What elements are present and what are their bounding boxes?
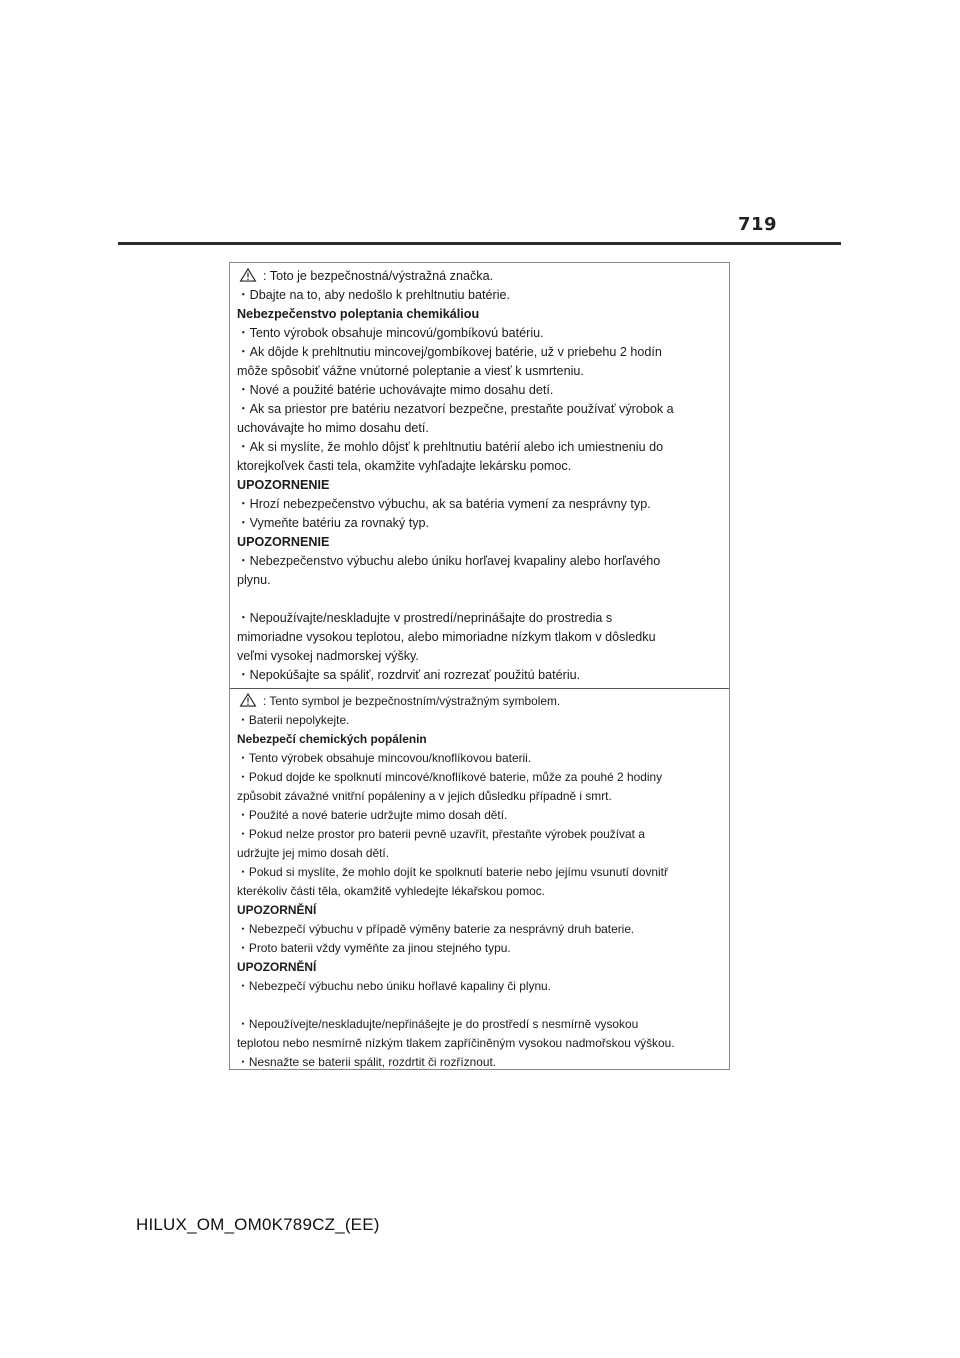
label-text-line: ・Pokud nelze prostor pro baterii pevně uzavřít, přestaňte výrobek používat a: [237, 827, 645, 841]
label-lines-slovak: [237, 286, 723, 685]
label-text-line: ・Nesnažte se baterii spálit, rozdrtit či rozříznout.: [237, 1055, 497, 1069]
label-heading: Nebezpečenstvo poleptania chemikáliou: [237, 307, 480, 321]
label-text-line: ・Pokud dojde ke spolknutí mincové/knoflíkové baterie, může za pouhé 2 hodiny: [237, 770, 663, 784]
warning-symbol-line: [237, 267, 723, 286]
header-rule: [118, 242, 841, 245]
label-text-line: ・Nebezpečí výbuchu nebo úniku hořlavé kapaliny či plynu.: [237, 979, 551, 993]
label-text-line: ・Proto baterii vždy vyměňte za jinou stejného typu.: [237, 941, 511, 955]
label-text-line: způsobit závažné vnitřní popáleniny a v jejich důsledku případně i smrt.: [237, 789, 612, 803]
label-heading: UPOZORNĚNÍ: [237, 960, 317, 974]
label-text-line: ・Ak dôjde k prehltnutiu mincovej/gombíkovej batérie, už v priebehu 2 hodín: [237, 345, 662, 359]
label-section-slovak: [237, 267, 723, 685]
label-text-line: ・Tento výrobek obsahuje mincovou/knoflíkovou baterii.: [237, 751, 532, 765]
label-text-line: ・Nebezpečí výbuchu v případě výměny baterie za nesprávný druh baterie.: [237, 922, 635, 936]
warning-symbol-line: [237, 692, 723, 711]
label-text-line: ・Nebezpečenstvo výbuchu alebo úniku horľavej kvapaliny alebo horľavého: [237, 554, 661, 568]
label-text-line: ・Baterii nepolykejte.: [237, 713, 350, 727]
label-text-line: teplotou nebo nesmírně nízkým tlakem zapříčiněným vysokou nadmořskou výškou.: [237, 1036, 675, 1050]
label-text-line: ・Pokud si myslíte, že mohlo dojít ke spolknutí baterie nebo jejímu vsunutí dovnitř: [237, 865, 668, 879]
label-text-line: [237, 590, 723, 609]
page-number: 719: [738, 214, 778, 235]
label-heading: Nebezpečí chemických popálenin: [237, 732, 427, 746]
battery-warning-label: [229, 262, 730, 1070]
label-text-line: uchovávajte ho mimo dosahu detí.: [237, 421, 429, 435]
label-heading: UPOZORNENIE: [237, 478, 330, 492]
label-text-line: [237, 996, 723, 1015]
label-text-line: ・Nové a použité batérie uchovávajte mimo dosahu detí.: [237, 383, 554, 397]
warning-triangle-icon: [239, 693, 257, 707]
label-text-line: ・Hrozí nebezpečenstvo výbuchu, ak sa batéria vymení za nesprávny typ.: [237, 497, 651, 511]
warning-symbol-text: : Toto je bezpečnostná/výstražná značka.: [263, 269, 494, 283]
label-heading: UPOZORNĚNÍ: [237, 903, 317, 917]
label-text-line: ・Ak sa priestor pre batériu nezatvorí bezpečne, prestaňte používať výrobok a: [237, 402, 674, 416]
label-text-line: ・Nepokúšajte sa spáliť, rozdrviť ani rozrezať použitú batériu.: [237, 668, 581, 682]
label-text-line: ・Nepoužívajte/neskladujte v prostredí/neprinášajte do prostredia s: [237, 611, 613, 625]
label-text-line: ・Tento výrobok obsahuje mincovú/gombíkovú batériu.: [237, 326, 544, 340]
label-heading: UPOZORNENIE: [237, 535, 330, 549]
label-text-line: udržujte jej mimo dosah dětí.: [237, 846, 390, 860]
label-lines-czech: [237, 711, 723, 1072]
label-text-line: plynu.: [237, 573, 271, 587]
label-text-line: veľmi vysokej nadmorskej výšky.: [237, 649, 419, 663]
label-text-line: ・Nepoužívejte/neskladujte/nepřinášejte je do prostředí s nesmírně vysokou: [237, 1017, 639, 1031]
label-text-line: kterékoliv části těla, okamžitě vyhledejte lékařskou pomoc.: [237, 884, 545, 898]
warning-symbol-text: : Tento symbol je bezpečnostním/výstražným symbolem.: [263, 694, 561, 708]
label-text-line: ktorejkoľvek časti tela, okamžite vyhľadajte lekársku pomoc.: [237, 459, 572, 473]
label-text-line: ・Použité a nové baterie udržujte mimo dosah dětí.: [237, 808, 508, 822]
warning-triangle-icon: [239, 268, 257, 282]
document-code: HILUX_OM_OM0K789CZ_(EE): [136, 1215, 380, 1234]
label-text-line: môže spôsobiť vážne vnútorné poleptanie a viesť k usmrteniu.: [237, 364, 584, 378]
label-section-czech: [237, 692, 723, 1072]
label-text-line: ・Ak si myslíte, že mohlo dôjsť k prehltnutiu batérií alebo ich umiestneniu do: [237, 440, 664, 454]
label-text-line: mimoriadne vysokou teplotou, alebo mimoriadne nízkym tlakom v dôsledku: [237, 630, 656, 644]
label-text-line: ・Vymeňte batériu za rovnaký typ.: [237, 516, 430, 530]
section-divider: [230, 688, 729, 689]
label-text-line: ・Dbajte na to, aby nedošlo k prehltnutiu batérie.: [237, 288, 511, 302]
